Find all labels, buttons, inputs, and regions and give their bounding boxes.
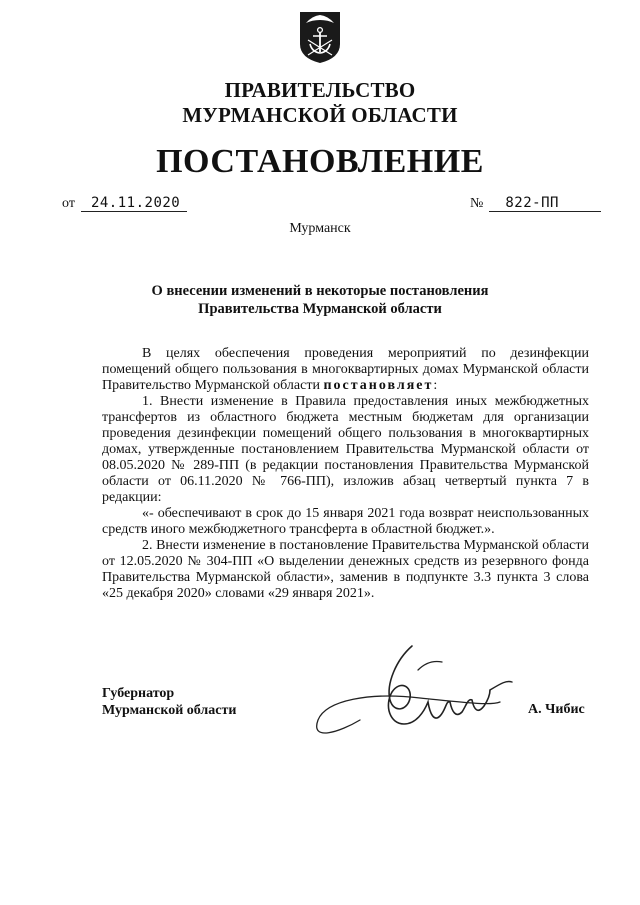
signatory-name: А. Чибис	[528, 702, 585, 717]
subject-line1: О внесении изменений в некоторые постановления	[151, 283, 489, 299]
city-name: Мурманск	[289, 221, 351, 236]
preamble-end: :	[433, 378, 438, 393]
org-name-line2: МУРМАНСКОЙ ОБЛАСТИ	[182, 103, 458, 127]
murmansk-coat-of-arms-icon	[298, 10, 342, 64]
position-line1: Губернатор	[102, 686, 175, 701]
paragraph-item-1: 1. Внести изменение в Правила предоставления иных межбюджетных трансфертов из областного бюджета местным бюджетам для организации проведения дезинфекции помещений общего пользования в многоквартирных домах, утвержденные постановлением Правительства Мурманской области от 08.05.2020 № 289-ПП (в редакции постановления Правительства Мурманской области от 06.11.2020 № 766-ПП), изложив абзац четвертый пункта 7 в редакции:	[102, 394, 589, 505]
document-subject	[0, 282, 640, 318]
date-prefix: от	[62, 196, 75, 211]
decree-word: постановляет	[323, 378, 434, 393]
handwritten-signature	[300, 640, 530, 750]
date-value: 24.11.2020	[81, 195, 187, 212]
paragraph-quote: «- обеспечивают в срок до 15 января 2021 года возврат неиспользованных средств иного межбюджетного трансферта в областной бюджет.».	[102, 506, 589, 537]
preamble-text: В целях обеспечения проведения мероприятий по дезинфекции помещений общего пользования в многоквартирных домах Мурманской области Правительство Мурманской области	[102, 346, 589, 393]
paragraph-preamble	[102, 346, 589, 394]
org-name-line1: ПРАВИТЕЛЬСТВО	[224, 78, 416, 102]
number-field	[470, 195, 601, 212]
document-body	[102, 346, 589, 602]
number-prefix: №	[470, 196, 484, 211]
position-line2: Мурманской области	[102, 703, 237, 718]
signatory-position	[102, 685, 236, 719]
paragraph-item-2: 2. Внести изменение в постановление Правительства Мурманской области от 12.05.2020 № 304-ПП «О выделении денежных средств из резервного фонда Правительства Мурманской области», заменив в подпункте 3.3 пункта 3 слова «25 декабря 2020» словами «29 января 2021».	[102, 538, 589, 601]
subject-line2: Правительства Мурманской области	[198, 301, 442, 317]
date-field	[62, 195, 187, 212]
number-value: 822-ПП	[489, 195, 601, 212]
document-type-title: ПОСТАНОВЛЕНИЕ	[156, 143, 484, 180]
